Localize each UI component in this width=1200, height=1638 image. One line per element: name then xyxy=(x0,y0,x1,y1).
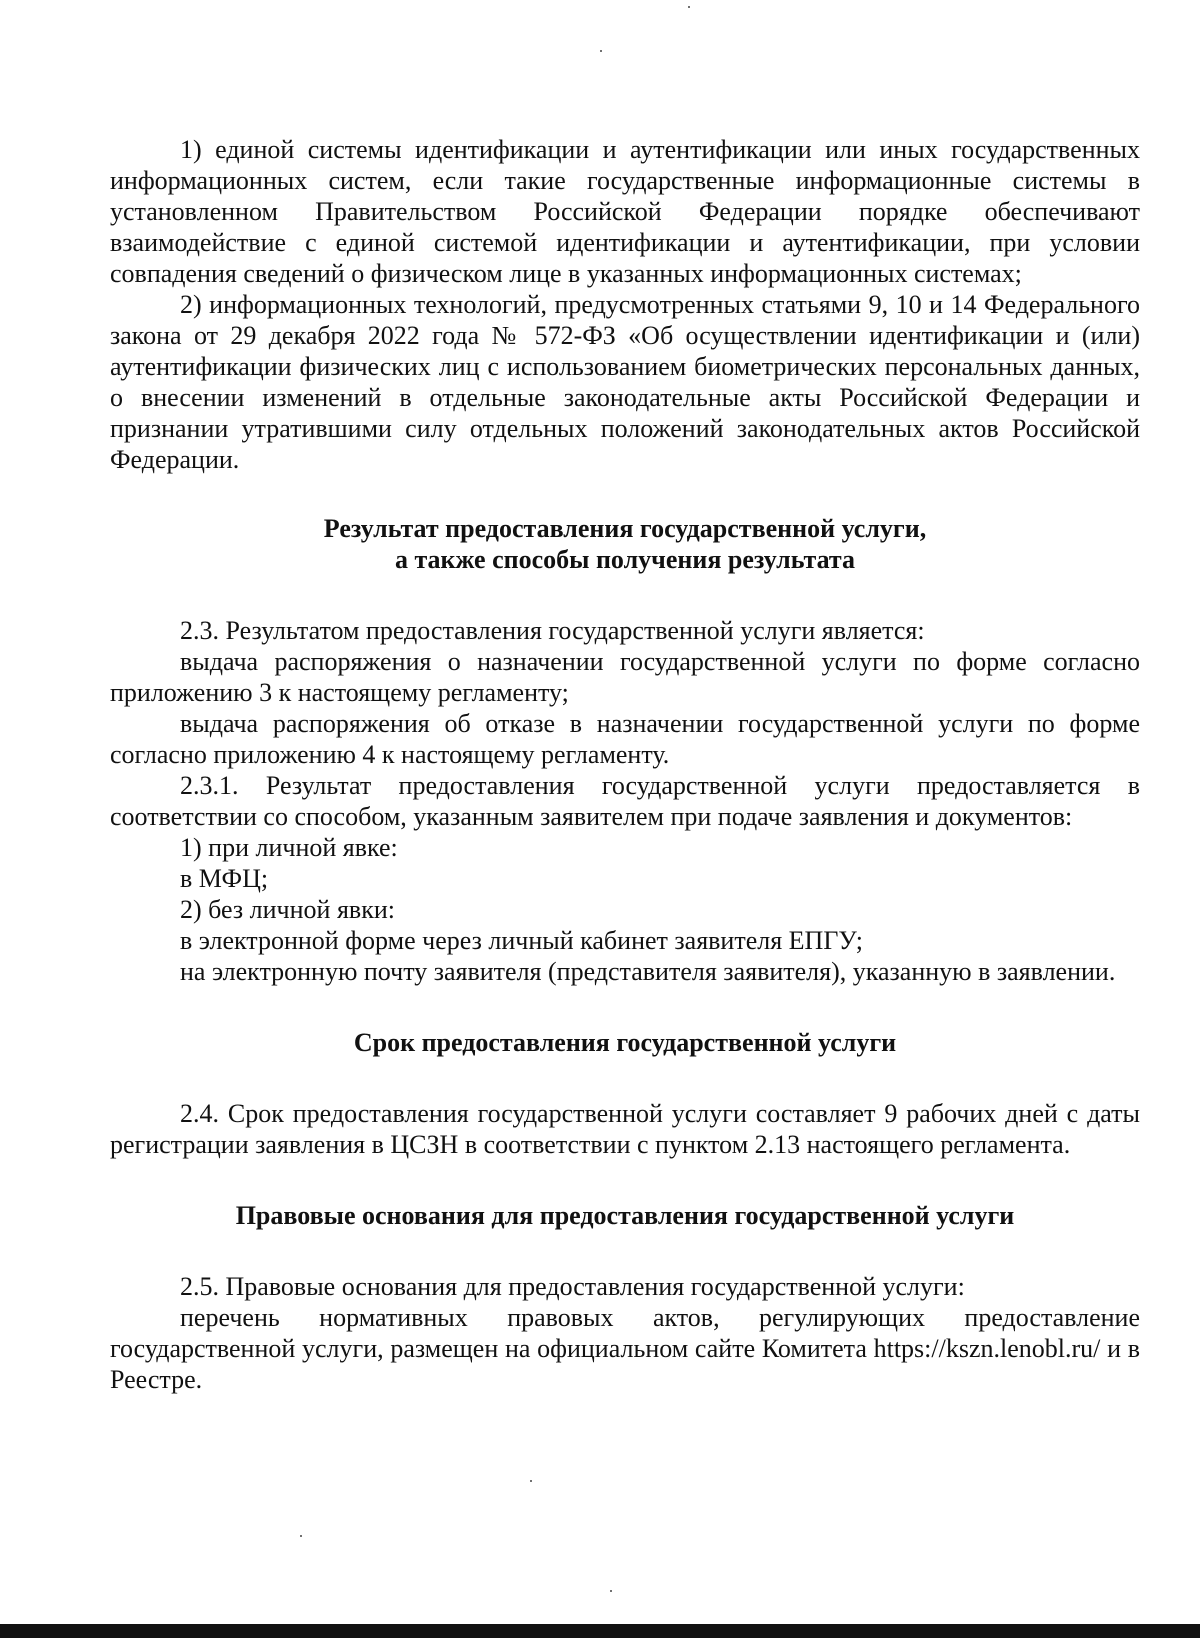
paragraph-result-grant: выдача распоряжения о назначении государственной услуги по форме согласно приложению 3 к настоящему регламенту; xyxy=(110,647,1140,707)
paragraph-in-person: 1) при личной явке: xyxy=(180,833,398,862)
paragraph-legal-list: перечень нормативных правовых актов, регулирующих предоставление государственной услуги, размещен на официальном сайте Комитета https://kszn.lenobl.ru/ и в Реестре. xyxy=(110,1303,1140,1394)
intro-item-1: 1) единой системы идентификации и аутентификации или иных государственных информационных систем, если такие государственные информационные системы в установленном Правительством Российской Федерации порядке обеспечивают взаимодействие с единой системой идентификации и аутентификации, при условии совпадения сведений о физическом лице в указанных информационных системах; xyxy=(110,135,1140,288)
paragraph-email: на электронную почту заявителя (представителя заявителя), указанную в заявлении. xyxy=(180,957,1116,986)
scan-border-bottom xyxy=(0,1624,1200,1638)
section-legal-heading: Правовые основания для предоставления государственной услуги xyxy=(235,1201,1015,1230)
section-term xyxy=(110,1027,1140,1160)
section-result-heading-line2: а также способы получения результата xyxy=(394,545,856,574)
section-result-heading-line1: Результат предоставления государственной услуги, xyxy=(323,514,927,543)
section-legal-body xyxy=(110,1271,1140,1395)
paragraph-2-5: 2.5. Правовые основания для предоставления государственной услуги: xyxy=(180,1272,965,1301)
paragraph-2-4: 2.4. Срок предоставления государственной услуги составляет 9 рабочих дней с даты регистрации заявления в ЦСЗН в соответствии с пунктом 2.13 настоящего регламента. xyxy=(110,1099,1140,1159)
paragraph-2-3-1: 2.3.1. Результат предоставления государственной услуги предоставляется в соответствии со способом, указанным заявителем при подаче заявления и документов: xyxy=(110,771,1140,831)
scan-speck xyxy=(530,1480,532,1482)
section-result-body xyxy=(110,615,1140,987)
paragraph-epgu: в электронной форме через личный кабинет заявителя ЕПГУ; xyxy=(180,926,864,955)
paragraph-remote: 2) без личной явки: xyxy=(180,895,395,924)
section-legal xyxy=(110,1200,1140,1395)
scan-speck xyxy=(600,50,602,52)
scan-speck xyxy=(610,1590,612,1592)
section-result xyxy=(110,513,1140,987)
document-body xyxy=(110,134,1140,1395)
scan-speck xyxy=(300,1535,302,1537)
paragraph-mfc: в МФЦ; xyxy=(180,864,269,893)
scan-speck xyxy=(688,6,690,8)
intro-item-2: 2) информационных технологий, предусмотренных статьями 9, 10 и 14 Федерального закона от 29 декабря 2022 года № 572-ФЗ «Об осуществлении идентификации и (или) аутентификации физических лиц с использованием биометрических персональных данных, о внесении изменений в отдельные законодательные акты Российской Федерации и признании утратившими силу отдельных положений законодательных актов Российской Федерации. xyxy=(110,290,1140,474)
paragraph-result-refusal: выдача распоряжения об отказе в назначении государственной услуги по форме согласно приложению 4 к настоящему регламенту. xyxy=(110,709,1140,769)
section-term-body xyxy=(110,1098,1140,1160)
paragraph-2-3: 2.3. Результатом предоставления государственной услуги является: xyxy=(180,616,925,645)
section-term-heading: Срок предоставления государственной услуги xyxy=(353,1028,897,1057)
